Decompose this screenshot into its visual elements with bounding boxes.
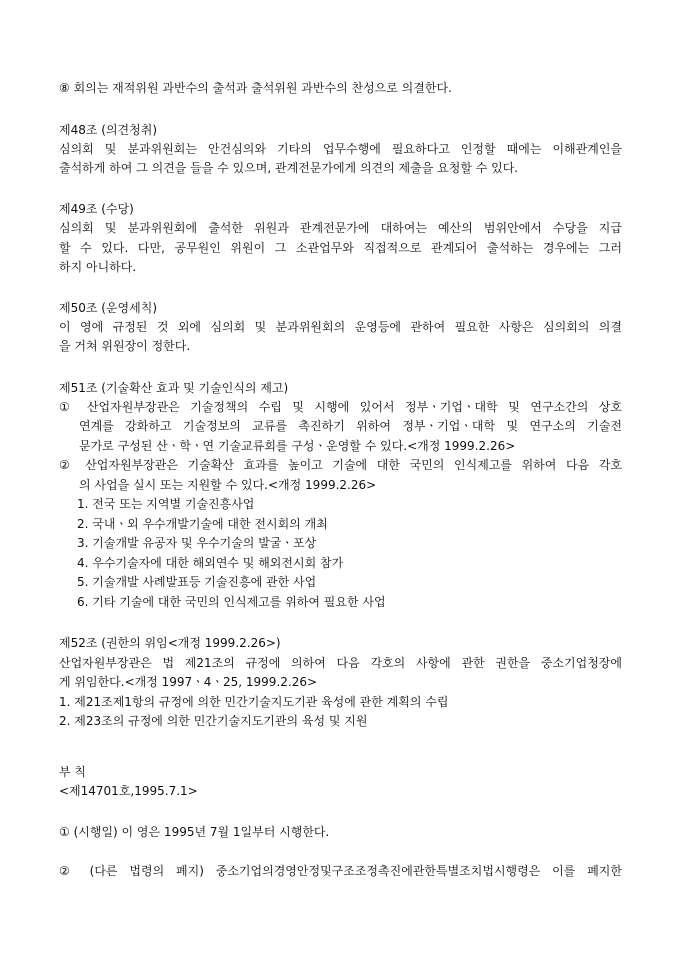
article52-body-line1: 산업자원부장관은 법 제21조의 규정에 의하여 다음 각호의 사항에 관한 권한을 중소기업청장에 — [59, 656, 622, 670]
article47-clause8: ⑧ 회의는 재적위원 과반수의 출석과 출석위원 과반수의 찬성으로 의결한다. — [59, 81, 452, 95]
article49-heading: 제49조 (수당) — [59, 202, 134, 216]
article52-item2: 2. 제23조의 규정에 의한 민간기술지도기관의 육성 및 지원 — [59, 714, 368, 728]
article51-clause1-line3: 문가로 구성된 산ㆍ학ㆍ연 기술교류회를 구성ㆍ운영할 수 있다.<개정 1999.2.26> — [79, 439, 516, 453]
article51-item5: 5. 기술개발 사례발표등 기술진흥에 관한 사업 — [77, 575, 317, 589]
article51-item6: 6. 기타 기술에 대한 국민의 인식제고를 위하여 필요한 사업 — [77, 595, 386, 609]
addenda-heading: 부 칙 — [59, 765, 86, 779]
article51-item3: 3. 기술개발 유공자 및 우수기술의 발굴ㆍ포상 — [77, 536, 317, 550]
article50-body-line1: 이 영에 규정된 것 외에 심의회 및 분과위원회의 운영등에 관하여 필요한 사항은 심의회의 의결 — [59, 320, 622, 334]
article52-heading: 제52조 (권한의 위임<개정 1999.2.26>) — [59, 636, 281, 650]
article49-body-line2: 할 수 있다. 다만, 공무원인 위원이 그 소관업무와 직접적으로 관계되어 출석하는 경우에는 그러 — [59, 241, 622, 255]
addenda-clause1: ① (시행일) 이 영은 1995년 7월 1일부터 시행한다. — [59, 825, 330, 839]
article51-clause2-line2: 의 사업을 실시 또는 지원할 수 있다.<개정 1999.2.26> — [79, 478, 377, 492]
article51-item1: 1. 전국 또는 지역별 기술진흥사업 — [77, 497, 255, 511]
article48-body-line2: 출석하게 하여 그 의견을 들을 수 있으며, 관계전문가에게 의견의 제출을 요청할 수 있다. — [59, 161, 519, 175]
article51-item4: 4. 우수기술자에 대한 해외연수 및 해외전시회 참가 — [77, 556, 344, 570]
article51-heading: 제51조 (기술확산 효과 및 기술인식의 제고) — [59, 381, 289, 395]
addenda-clause2: ② (다른 법령의 폐지) 중소기업의경영안정및구조조정촉진에관한특별조치법시행령은 이를 폐지한 — [59, 864, 622, 878]
article48-heading: 제48조 (의견청취) — [59, 123, 157, 137]
article51-clause2-line1: ② 산업자원부장관은 기술확산 효과를 높이고 기술에 대한 국민의 인식제고를 위하여 다음 각호 — [59, 458, 622, 472]
article49-body-line1: 심의회 및 분과위원회에 출석한 위원과 관계전문가에 대하여는 예산의 범위안에서 수당을 지급 — [59, 221, 622, 235]
article50-body-line2: 을 거쳐 위원장이 정한다. — [59, 339, 191, 353]
article51-item2: 2. 국내ㆍ외 우수개발기술에 대한 전시회의 개최 — [77, 517, 328, 531]
article51-clause1-line2: 연계를 강화하고 기술정보의 교류를 촉진하기 위하여 정부ㆍ기업ㆍ대학 및 연구소의 기술전 — [79, 419, 622, 433]
article51-clause1-line1: ① 산업자원부장관은 기술정책의 수립 및 시행에 있어서 정부ㆍ기업ㆍ대학 및 연구소간의 상호 — [59, 400, 622, 414]
article49-body-line3: 하지 아니하다. — [59, 260, 137, 274]
article52-item1: 1. 제21조제1항의 규정에 의한 민간기술지도기관 육성에 관한 계획의 수립 — [59, 695, 449, 709]
addenda-decree-number: <제14701호,1995.7.1> — [59, 784, 198, 798]
article50-heading: 제50조 (운영세칙) — [59, 301, 157, 315]
article52-body-line2: 게 위임한다.<개정 1997ㆍ4ㆍ25, 1999.2.26> — [59, 675, 318, 689]
article48-body-line1: 심의회 및 분과위원회는 안건심의와 기타의 업무수행에 필요하다고 인정할 때에는 이해관계인을 — [59, 142, 622, 156]
